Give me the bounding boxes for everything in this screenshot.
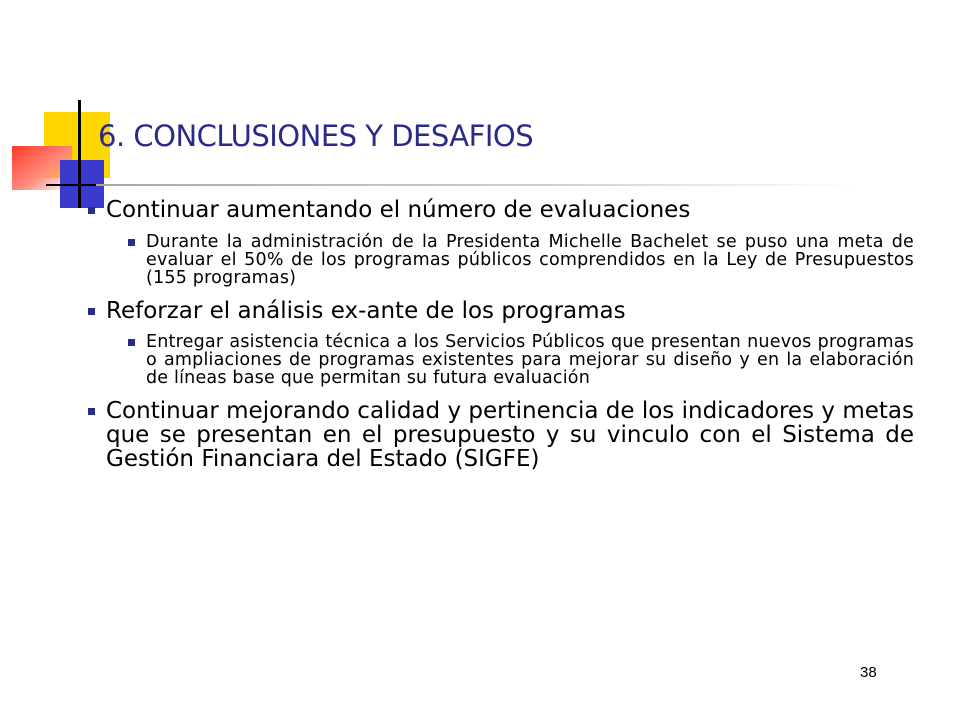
decor-horizontal-line	[46, 184, 96, 186]
bullet-item-2	[88, 299, 914, 323]
bullet-item-1	[88, 198, 914, 222]
square-bullet-icon	[88, 408, 95, 415]
title-underline	[96, 184, 856, 186]
sub-bullet-text: Entregar asistencia técnica a los Servicios Públicos que presentan nuevos programas o ampliaciones de programas existentes para mejorar su diseño y en la elaboración de líneas base que permitan su futura evaluación	[146, 332, 914, 388]
bullet-text: Continuar aumentando el número de evaluaciones	[106, 197, 691, 223]
slide-content	[88, 198, 914, 471]
square-bullet-icon	[128, 239, 135, 246]
page-number: 38	[860, 664, 877, 681]
sub-bullet-item-1	[128, 233, 914, 287]
square-bullet-icon	[128, 339, 135, 346]
bullet-text: Reforzar el análisis ex-ante de los programas	[106, 298, 626, 324]
square-bullet-icon	[88, 308, 95, 315]
sub-bullet-item-2	[128, 333, 914, 387]
decor-vertical-line	[78, 100, 81, 208]
square-bullet-icon	[88, 207, 95, 214]
slide-title: 6. CONCLUSIONES Y DESAFIOS	[98, 119, 534, 153]
sub-bullet-text: Durante la administración de la Presidenta Michelle Bachelet se puso una meta de evaluar el 50% de los programas públicos comprendidos en la Ley de Presupuestos (155 programas)	[146, 232, 914, 288]
bullet-item-3	[88, 399, 914, 471]
bullet-text: Continuar mejorando calidad y pertinencia de los indicadores y metas que se presentan en el presupuesto y su vinculo con el Sistema de Gestión Financiara del Estado (SIGFE)	[106, 398, 914, 472]
